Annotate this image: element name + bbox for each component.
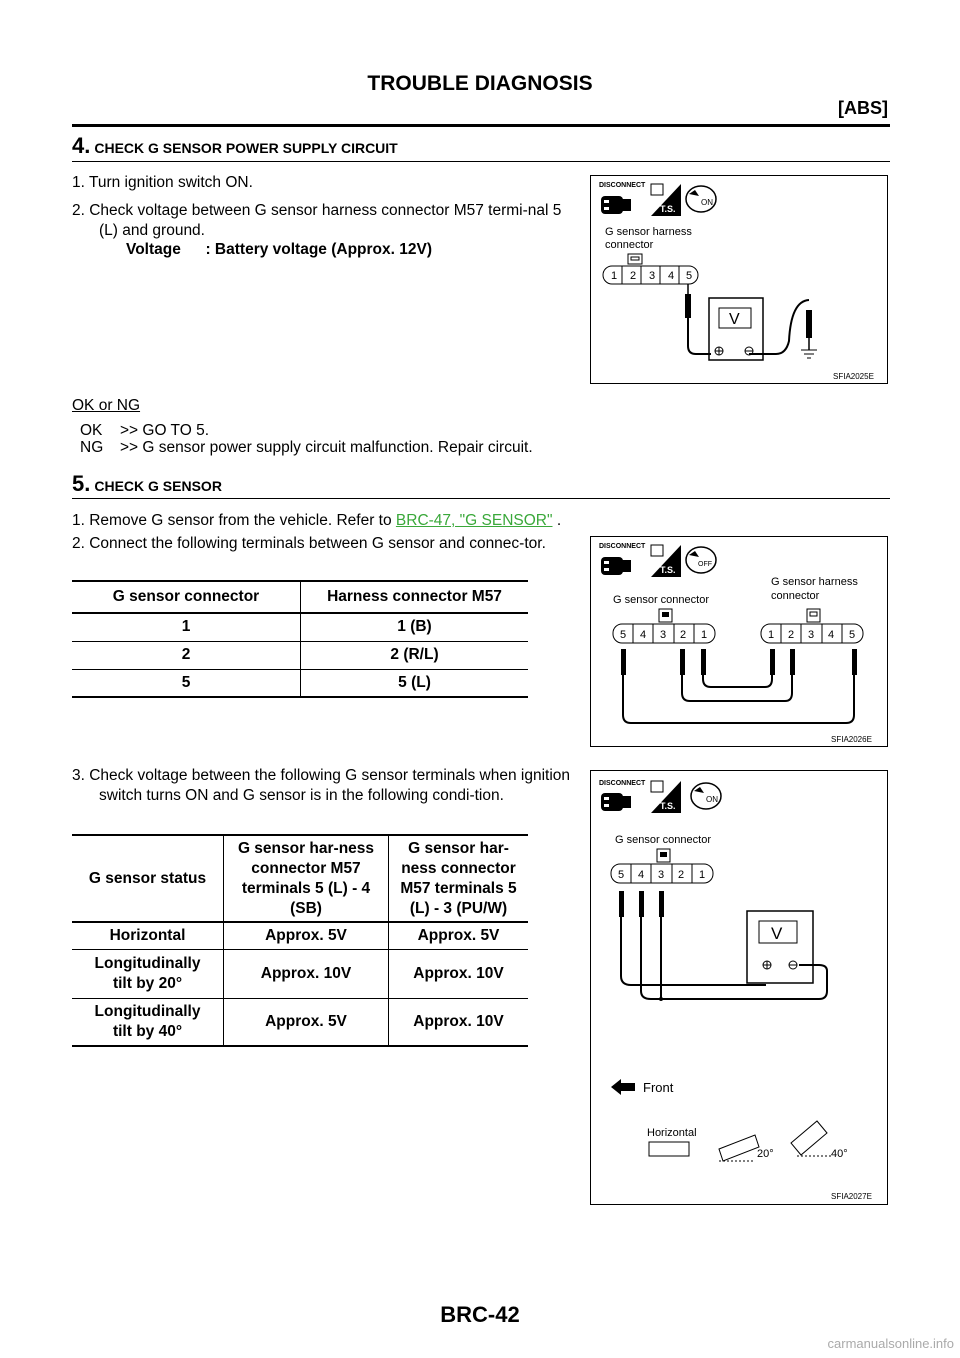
step4-item-2: 2. Check voltage between G sensor harness connector M57 termi-nal 5 (L) and ground. [72,202,562,239]
harness-label-line-2: connector [771,590,820,602]
sensor-terminal-2: 2 [680,629,687,641]
connector-plug-icon [601,196,631,214]
step5-number: 5. [72,471,91,496]
table2-header-status: G sensor status [72,835,224,922]
voltmeter-icon [709,298,763,360]
brc47-g-sensor-link[interactable]: BRC-47, "G SENSOR" [395,512,553,529]
front-arrow-icon [611,1079,635,1095]
figure-code: SFIA2025E [833,372,874,381]
tilt-40-sensor-icon [791,1121,831,1156]
voltmeter-icon [747,911,813,983]
ok-label: OK [80,422,103,439]
voltage-spec [126,240,432,260]
terminal-connection-table [72,580,528,698]
meter-label: V [729,311,740,328]
figure-code: SFIA2027E [831,1192,872,1201]
ts-label: T.S. [660,565,676,575]
step5-rule [72,498,890,499]
switch-label: ON [706,795,718,804]
harness-terminal-1: 1 [768,629,775,641]
ts-label: T.S. [660,204,676,214]
table2-cell: Approx. 5V [389,922,529,949]
voltage-spec-label: Voltage [126,241,181,258]
tilt-40-label: 40° [831,1148,848,1160]
page-number: BRC-42 [440,1302,520,1327]
sensor-terminal-5: 5 [618,869,625,881]
terminal-3: 3 [649,270,656,282]
table1-cell: 1 (B) [301,613,529,641]
terminal-5: 5 [686,270,693,282]
table2-cell: Approx. 5V [224,922,389,949]
table2-header-terminal-3: G sensor har-ness connector M57 terminals 5 (L) - 3 (PU/W) [389,835,529,922]
table2-header-terminal-4: G sensor har-ness connector M57 terminals 5 (L) - 4 (SB) [224,835,389,922]
voltage-spec-value: : Battery voltage (Approx. 12V) [205,241,432,258]
disconnect-label: DISCONNECT [599,182,646,189]
figure-3-drawing [591,771,887,1204]
meter-label: V [771,924,783,943]
disconnect-label: DISCONNECT [599,780,646,787]
horizontal-sensor-icon [649,1142,689,1156]
figure-2-drawing [591,537,887,746]
connector-label-line-2: connector [605,239,654,251]
figure-sfia2027e [590,770,888,1205]
page-title: TROUBLE DIAGNOSIS [367,72,593,95]
table2-cell: Longitudinally tilt by 20° [72,949,224,998]
watermark: carmanualsonline.info [827,1336,954,1351]
step5-item-1-text: 1. Remove G sensor from the vehicle. Refer to [72,512,392,529]
sensor-terminal-3: 3 [660,629,667,641]
table2-cell: Approx. 10V [389,998,529,1046]
ignition-key-icon [686,547,716,573]
terminal-2: 2 [630,270,637,282]
table1-cell: 1 [72,613,301,641]
step5-item-1 [72,511,692,531]
step4-rule [72,161,890,162]
g-sensor-voltage-table [72,834,528,1047]
connector-label-line-1: G sensor harness [605,226,692,238]
table1-cell: 2 (R/L) [301,641,529,669]
ok-ng-label: OK or NG [72,397,141,414]
section-tag: [ABS] [838,98,888,118]
step5-item-1-suffix: . [556,512,562,529]
table2-cell: Approx. 10V [389,949,529,998]
jumper-wire-paths [623,675,854,723]
table2-cell: Longitudinally tilt by 40° [72,998,224,1046]
ng-line [80,438,533,458]
sensor-terminal-2: 2 [678,869,685,881]
jumper-wires [621,649,857,675]
step4-body [72,173,582,241]
sensor-terminal-1: 1 [699,869,706,881]
tilt-20-sensor-icon [719,1135,759,1161]
figure-1-drawing [591,176,887,383]
tester-ts-icon [651,781,681,813]
sensor-terminal-4: 4 [638,869,645,881]
tilt-20-label: 20° [757,1148,774,1160]
sensor-terminal-5: 5 [620,629,627,641]
ng-label: NG [80,439,104,456]
tester-ts-icon [651,545,681,577]
harness-terminal-5: 5 [849,629,856,641]
table1-header-sensor: G sensor connector [72,581,301,613]
step4-heading [72,133,398,159]
table2-cell: Horizontal [72,922,224,949]
tester-ts-icon [651,184,681,216]
table1-cell: 2 [72,641,301,669]
disconnect-label: DISCONNECT [599,543,646,550]
harness-terminal-4: 4 [828,629,835,641]
ok-text: >> GO TO 5. [120,422,210,439]
probe-wires [619,891,827,1001]
sensor-terminal-3: 3 [658,869,665,881]
sensor-connector-label: G sensor connector [613,594,709,606]
terminal-1: 1 [611,270,618,282]
step4-item-1: 1. Turn ignition switch ON. [72,174,253,191]
table2-cell: Approx. 10V [224,949,389,998]
harness-terminal-3: 3 [808,629,815,641]
figure-sfia2025e [590,175,888,384]
figure-sfia2026e [590,536,888,747]
step4-title: CHECK G SENSOR POWER SUPPLY CIRCUIT [94,140,398,156]
connector-plug-icon [601,793,631,811]
front-label: Front [643,1080,674,1095]
switch-label: ON [701,198,713,207]
table1-header-harness: Harness connector M57 [301,581,529,613]
terminal-4: 4 [668,270,675,282]
table1-cell: 5 [72,669,301,697]
sensor-terminal-4: 4 [640,629,647,641]
horizontal-label: Horizontal [647,1127,697,1139]
step5-heading [72,471,222,497]
header-rule [72,124,890,127]
ts-label: T.S. [660,801,676,811]
step5-item-3: 3. Check voltage between the following G sensor terminals when ignition switch turns ON and G sensor is in the following condi-tion. [72,767,570,804]
connector-plug-icon [601,557,631,575]
table1-cell: 5 (L) [301,669,529,697]
ignition-key-icon [691,783,721,809]
harness-terminal-2: 2 [788,629,795,641]
step5-title: CHECK G SENSOR [94,478,222,494]
switch-label: OFF [698,561,712,568]
figure-code: SFIA2026E [831,735,872,744]
sensor-connector-label: G sensor connector [615,834,711,846]
step5-item-2: 2. Connect the following terminals between G sensor and connec-tor. [72,535,546,552]
ng-text: >> G sensor power supply circuit malfunction. Repair circuit. [120,439,533,456]
step4-number: 4. [72,133,91,158]
harness-label-line-1: G sensor harness [771,576,858,588]
ignition-key-icon [686,186,716,212]
sensor-terminal-1: 1 [701,629,708,641]
table2-cell: Approx. 5V [224,998,389,1046]
